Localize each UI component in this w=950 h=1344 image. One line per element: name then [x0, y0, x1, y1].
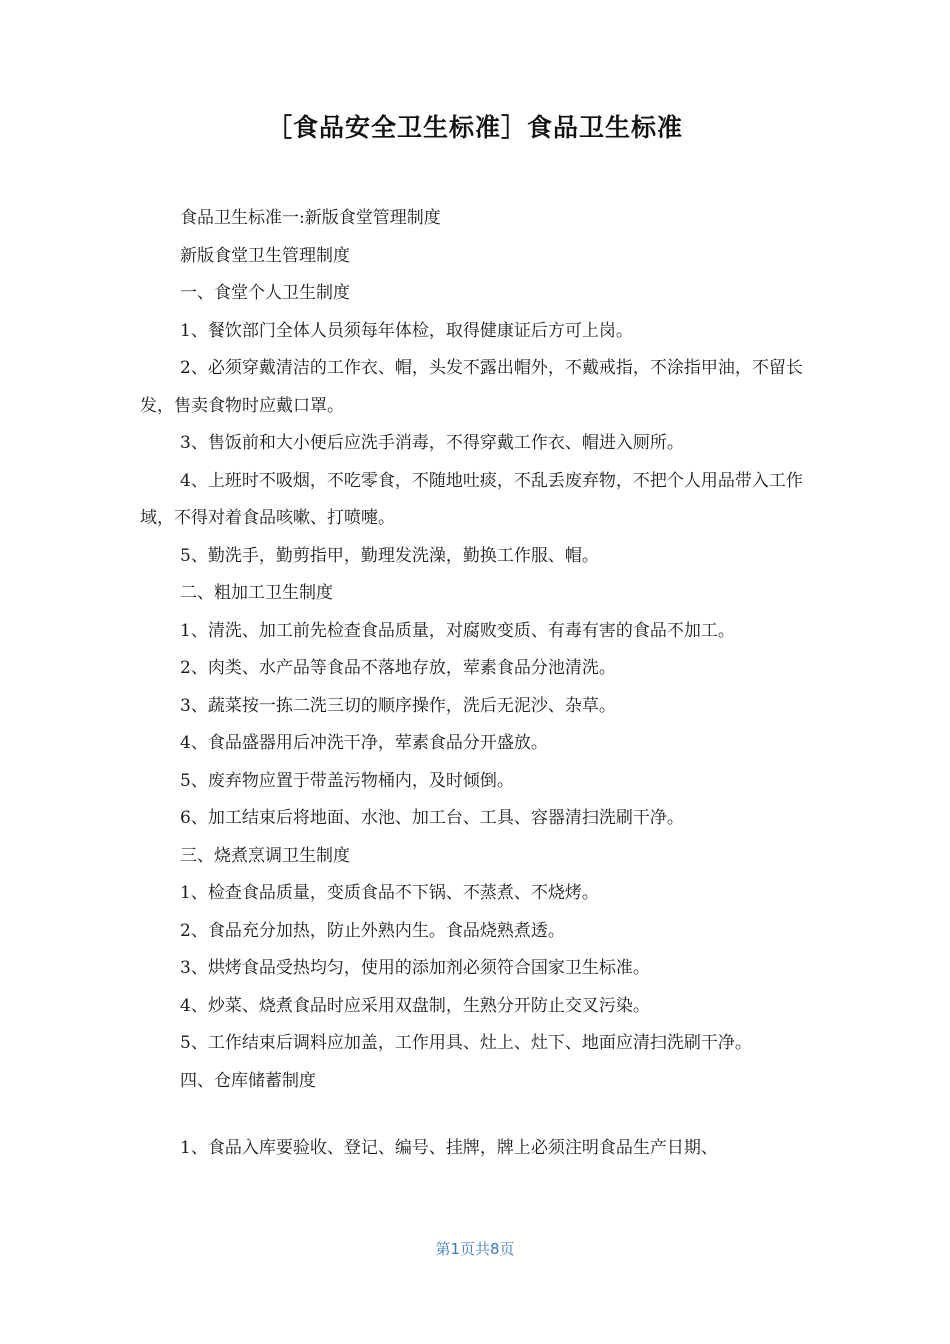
paragraph: 新版食堂卫生管理制度: [180, 245, 350, 266]
section-heading: 三、烧煮烹调卫生制度: [180, 845, 350, 866]
section-heading: 一、食堂个人卫生制度: [180, 283, 350, 303]
paragraph: 2、肉类、水产品等食品不落地存放，荤素食品分池清洗。: [180, 658, 616, 678]
paragraph: 5、工作结束后调料应加盖，工作用具、灶上、灶下、地面应清扫洗刷干净。: [180, 1033, 752, 1053]
paragraph: 3、蔬菜按一拣二洗三切的顺序操作，洗后无泥沙、杂草。: [180, 695, 616, 716]
document-title: ［食品安全卫生标准］食品卫生标准: [266, 113, 683, 142]
paragraph: 3、烘烤食品受热均匀，使用的添加剂必须符合国家卫生标准。: [180, 958, 650, 978]
paragraph: 4、上班时不吸烟，不吃零食，不随地吐痰，不乱丢废弃物，不把个人用品带入工作域，不得对着食品咳嗽、打喷嚏。: [140, 470, 803, 528]
paragraph: 食品卫生标准一:新版食堂管理制度: [180, 208, 441, 228]
paragraph: 1、检查食品质量，变质食品不下锅、不蒸煮、不烧烤。: [180, 883, 599, 903]
paragraph: 1、餐饮部门全体人员须每年体检，取得健康证后方可上岗。: [180, 320, 633, 341]
paragraph: 1、清洗、加工前先检查食品质量，对腐败变质、有毒有害的食品不加工。: [180, 620, 735, 641]
paragraph: 6、加工结束后将地面、水池、加工台、工具、容器清扫洗刷干净。: [180, 808, 684, 828]
paragraph: 5、废弃物应置于带盖污物桶内，及时倾倒。: [180, 770, 514, 791]
paragraph: 5、勤洗手，勤剪指甲，勤理发洗澡，勤换工作服、帽。: [180, 545, 599, 566]
paragraph: 1、食品入库要验收、登记、编号、挂牌，牌上必须注明食品生产日期、: [180, 1138, 718, 1158]
section-heading: 四、仓库储蓄制度: [180, 1070, 316, 1091]
section-heading: 二、粗加工卫生制度: [180, 583, 333, 603]
page-number: 第1页共8页: [435, 1240, 515, 1258]
document-body: [140, 200, 820, 1168]
paragraph: 4、炒菜、烧煮食品时应采用双盘制，生熟分开防止交叉污染。: [180, 995, 650, 1016]
paragraph: 2、必须穿戴清洁的工作衣、帽，头发不露出帽外，不戴戒指，不涂指甲油，不留长发，售卖食物时应戴口罩。: [140, 358, 803, 416]
paragraph: 4、食品盛器用后冲洗干净，荤素食品分开盛放。: [180, 733, 548, 753]
paragraph: 2、食品充分加热，防止外熟内生。食品烧熟煮透。: [180, 920, 565, 941]
paragraph: 3、售饭前和大小便后应洗手消毒，不得穿戴工作衣、帽进入厕所。: [180, 433, 684, 453]
